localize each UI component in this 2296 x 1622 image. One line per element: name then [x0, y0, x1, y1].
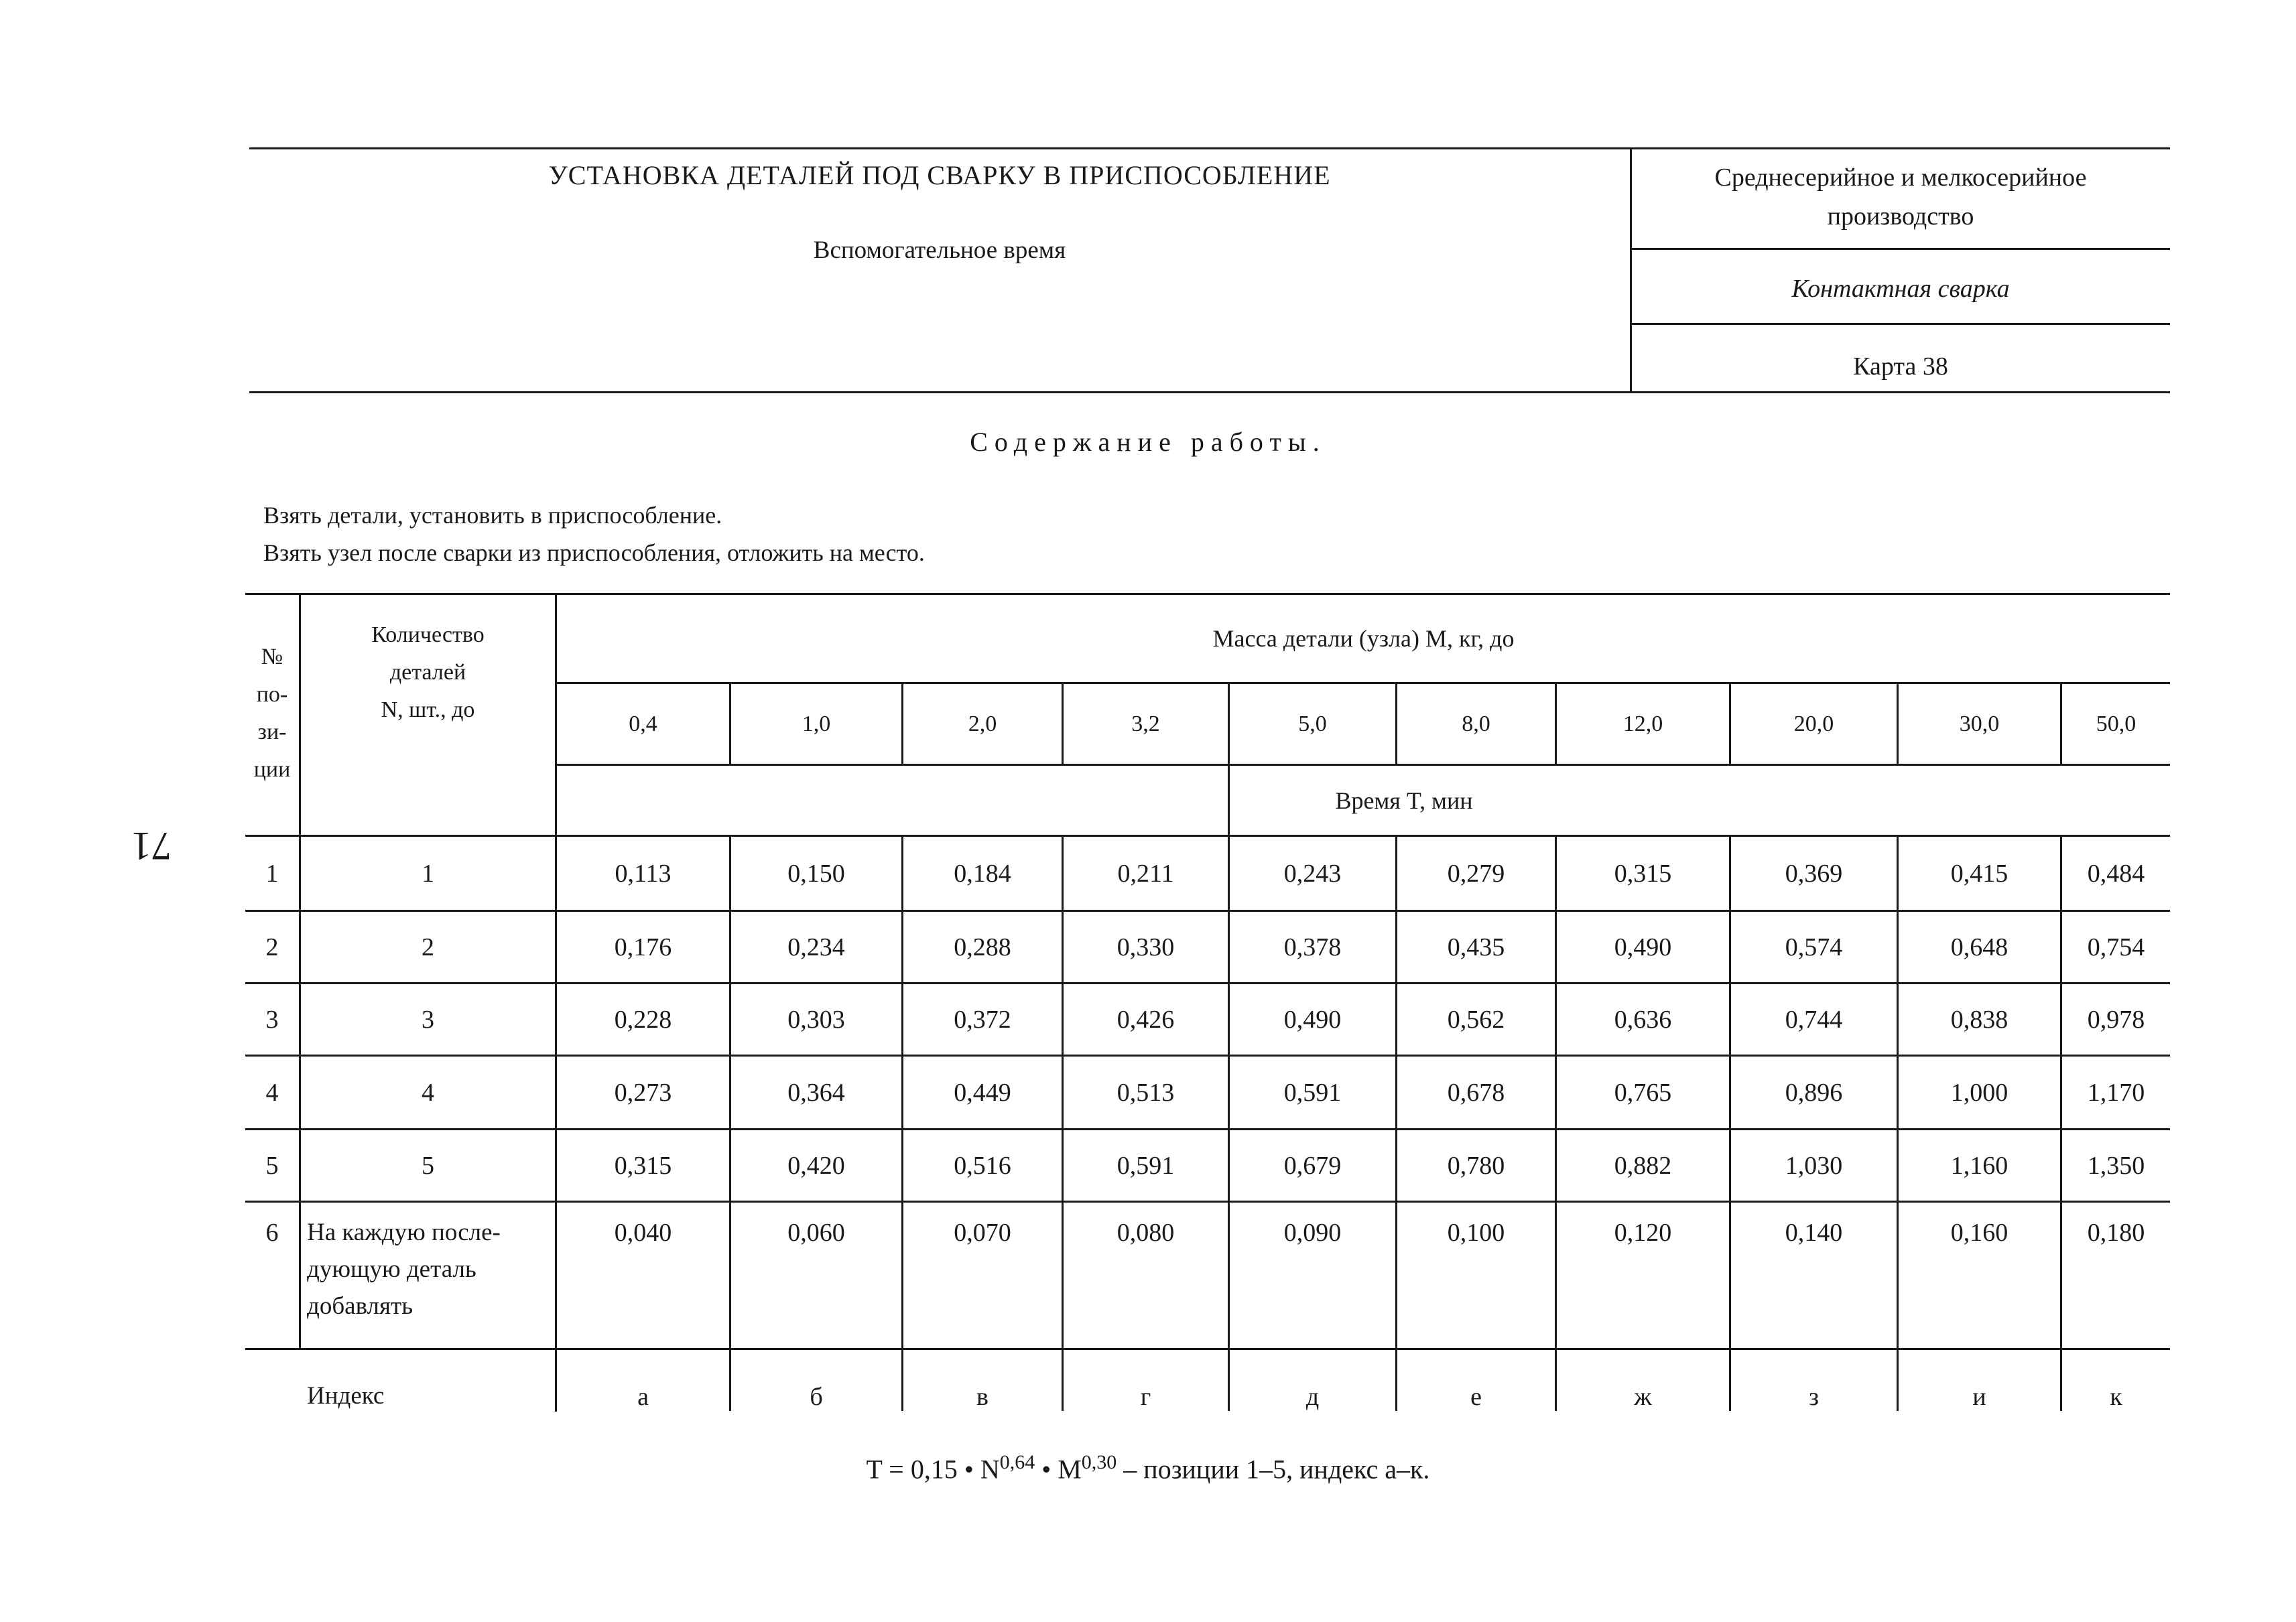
position-header	[245, 603, 299, 824]
quantity-header-line-2: деталей	[389, 660, 466, 685]
process-type: Контактная сварка	[1791, 275, 2010, 303]
mass-value: 1,0	[802, 711, 831, 736]
work-content-title: Содержание работы.	[970, 427, 1326, 457]
time-value: 0,574	[1785, 933, 1843, 961]
time-value: 0,882	[1614, 1151, 1672, 1180]
quantity-header-line-3: N, шт., до	[381, 697, 475, 722]
index-letter: з	[1808, 1383, 1819, 1411]
row-quantity: 3	[422, 1005, 434, 1034]
time-value: 0,243	[1283, 859, 1342, 888]
mass-value: 3,2	[1131, 711, 1160, 736]
formula-suffix: – позиции 1–5, индекс а–к.	[1117, 1454, 1430, 1485]
time-value: 1,170	[2087, 1078, 2145, 1107]
time-value: 1,160	[1950, 1151, 2008, 1180]
header-right-rule-2	[1630, 323, 2170, 325]
time-value: 0,415	[1950, 859, 2008, 888]
time-value: 0,780	[1447, 1151, 1505, 1180]
time-value: 0,484	[2087, 859, 2145, 888]
row-rule-5	[245, 1201, 2170, 1203]
time-value: 0,176	[614, 933, 672, 961]
index-letter: г	[1140, 1383, 1151, 1411]
time-value: 0,744	[1785, 1005, 1843, 1034]
index-letter: е	[1470, 1383, 1482, 1411]
quantity-header-line-1: Количество	[371, 622, 485, 647]
index-letter: к	[2110, 1383, 2122, 1411]
index-label: Индекс	[307, 1382, 385, 1410]
formula-exponent-n: 0,64	[999, 1451, 1035, 1473]
production-type-line2: производство	[1827, 202, 1974, 230]
mass-value: 30,0	[1959, 711, 2000, 736]
row-quantity-note-line-2: дующую деталь	[307, 1256, 476, 1283]
time-value: 0,490	[1283, 1005, 1342, 1034]
time-value: 0,279	[1447, 859, 1505, 888]
index-letter: в	[976, 1383, 988, 1411]
formula-mid: • M	[1035, 1454, 1082, 1485]
formula-prefix: T = 0,15 • N	[866, 1454, 1000, 1485]
position-header-line-1: №	[261, 645, 283, 669]
instruction-line-1: Взять детали, установить в приспособление.	[263, 502, 722, 529]
time-value: 0,562	[1447, 1005, 1505, 1034]
time-value: 0,378	[1283, 933, 1342, 961]
time-value: 1,350	[2087, 1151, 2145, 1180]
time-value: 0,591	[1283, 1078, 1342, 1107]
mass-value: 2,0	[968, 711, 997, 736]
time-header: Время T, мин	[1335, 787, 1473, 814]
time-value: 0,426	[1117, 1005, 1175, 1034]
time-value: 0,435	[1447, 933, 1505, 961]
row-quantity-note-line-1: На каждую после-	[307, 1219, 501, 1246]
time-value: 0,679	[1283, 1151, 1342, 1180]
time-value: 0,060	[787, 1219, 845, 1247]
time-value: 1,030	[1785, 1151, 1843, 1180]
time-value: 0,234	[787, 933, 845, 961]
time-value: 0,364	[787, 1078, 845, 1107]
time-value: 0,330	[1117, 933, 1175, 961]
time-value: 0,273	[614, 1078, 672, 1107]
quantity-header	[301, 616, 555, 750]
mass-value: 5,0	[1298, 711, 1327, 736]
time-value: 0,591	[1117, 1151, 1175, 1180]
time-value: 0,372	[954, 1005, 1011, 1034]
mass-value: 0,4	[629, 711, 657, 736]
row-quantity: 5	[422, 1151, 434, 1180]
time-value: 0,648	[1950, 933, 2008, 961]
mass-value: 20,0	[1793, 711, 1834, 736]
document-subtitle: Вспомогательное время	[813, 236, 1066, 264]
position-header-line-2: по-	[256, 682, 288, 707]
row-position: 6	[265, 1219, 279, 1247]
index-letter: д	[1305, 1383, 1320, 1411]
production-type	[1633, 158, 2169, 236]
time-value: 0,150	[787, 859, 845, 888]
time-value: 0,080	[1117, 1219, 1175, 1247]
time-value: 0,978	[2087, 1005, 2145, 1034]
mass-header: Масса детали (узла) M, кг, до	[1212, 625, 1515, 652]
time-value: 0,754	[2087, 933, 2145, 961]
time-value: 0,228	[614, 1005, 672, 1034]
time-value: 0,315	[1614, 859, 1672, 888]
mass-value: 12,0	[1622, 711, 1663, 736]
time-value: 0,160	[1950, 1219, 2008, 1247]
index-letter: а	[637, 1383, 649, 1411]
time-value: 0,513	[1117, 1078, 1175, 1107]
formula	[0, 1451, 2296, 1485]
time-value: 0,184	[954, 859, 1011, 888]
index-letter: б	[810, 1383, 823, 1411]
header-right-rule-1	[1630, 248, 2170, 250]
page-number: 71	[131, 824, 172, 868]
row-position: 1	[265, 859, 279, 888]
mass-value: 8,0	[1462, 711, 1490, 736]
row-quantity: 1	[422, 859, 434, 888]
row-rule-6	[245, 1348, 2170, 1350]
time-value: 0,678	[1447, 1078, 1505, 1107]
time-value: 0,838	[1950, 1005, 2008, 1034]
time-value: 0,369	[1785, 859, 1843, 888]
time-value: 0,420	[787, 1151, 845, 1180]
header-bottom-rule	[249, 391, 2170, 393]
header-divider	[1630, 147, 1632, 393]
header-top-rule	[249, 147, 2170, 149]
row-position: 2	[265, 933, 279, 961]
time-value: 0,288	[954, 933, 1011, 961]
time-value: 0,100	[1447, 1219, 1505, 1247]
time-value: 0,315	[614, 1151, 672, 1180]
time-value: 0,120	[1614, 1219, 1672, 1247]
time-value: 0,180	[2087, 1219, 2145, 1247]
row-position: 3	[265, 1005, 279, 1034]
time-value: 0,490	[1614, 933, 1672, 961]
position-header-line-3: зи-	[257, 720, 287, 744]
time-value: 0,449	[954, 1078, 1011, 1107]
row-quantity: 4	[422, 1078, 434, 1107]
time-value: 0,070	[954, 1219, 1011, 1247]
time-value: 0,040	[614, 1219, 672, 1247]
mass-value: 50,0	[2096, 711, 2136, 736]
index-letter: и	[1972, 1383, 1986, 1411]
formula-exponent-m: 0,30	[1081, 1451, 1117, 1473]
position-header-line-4: ции	[253, 757, 291, 782]
instruction-line-2: Взять узел после сварки из приспособления, отложить на место.	[263, 539, 925, 566]
time-value: 0,765	[1614, 1078, 1672, 1107]
time-value: 0,090	[1283, 1219, 1342, 1247]
time-value: 0,896	[1785, 1078, 1843, 1107]
time-value: 0,636	[1614, 1005, 1672, 1034]
row-position: 5	[265, 1151, 279, 1180]
row-quantity-note	[307, 1214, 554, 1325]
time-value: 0,113	[615, 859, 672, 888]
row-position: 4	[265, 1078, 279, 1107]
time-value: 0,516	[954, 1151, 1011, 1180]
index-letter: ж	[1634, 1383, 1652, 1411]
time-value: 0,140	[1785, 1219, 1843, 1247]
production-type-line1: Среднесерийное и мелкосерийное	[1714, 163, 2087, 192]
row-quantity: 2	[422, 933, 434, 961]
card-number: Карта 38	[1853, 352, 1948, 381]
time-value: 0,303	[787, 1005, 845, 1034]
document-title: УСТАНОВКА ДЕТАЛЕЙ ПОД СВАРКУ В ПРИСПОСОБЛЕНИЕ	[548, 160, 1331, 190]
row-quantity-note-line-3: добавлять	[307, 1292, 413, 1320]
time-value: 0,211	[1117, 859, 1174, 888]
time-value: 1,000	[1950, 1078, 2008, 1107]
